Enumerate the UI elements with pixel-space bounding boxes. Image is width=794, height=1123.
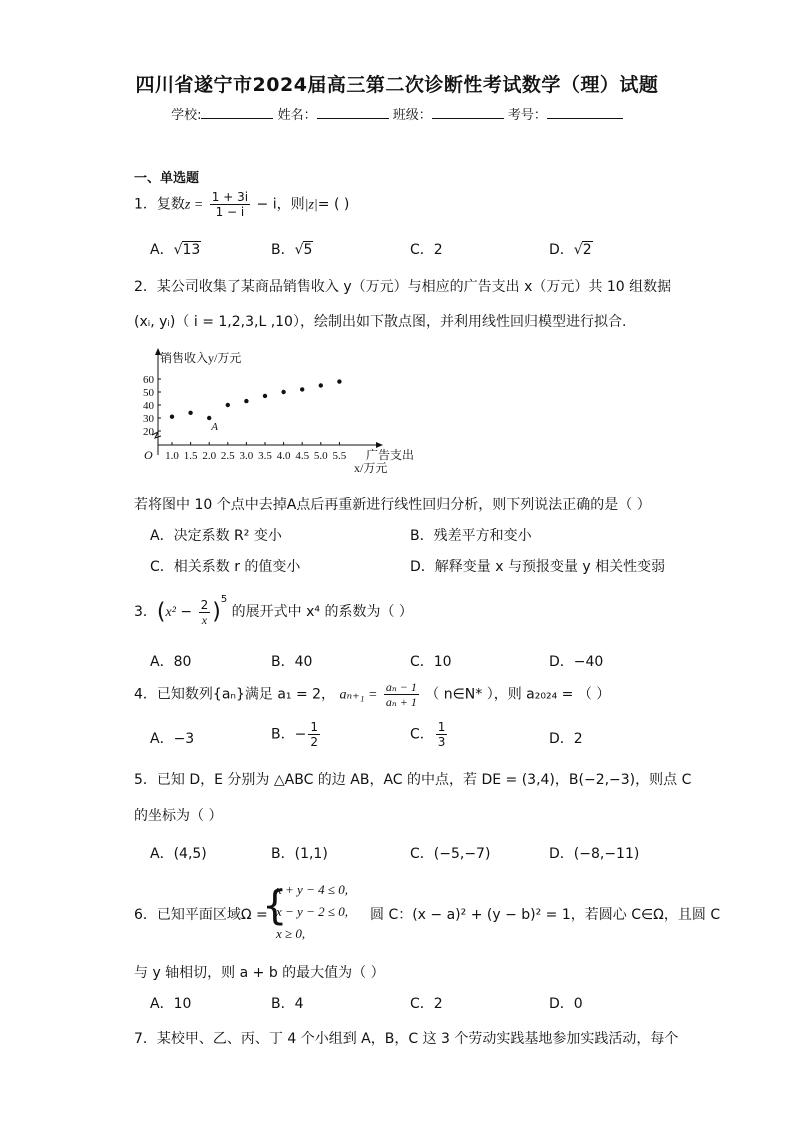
x-tick-label: 3.0 bbox=[239, 450, 254, 462]
origin-label: O bbox=[144, 448, 153, 462]
id-label: 考号： bbox=[507, 108, 547, 123]
q1-b-val: 5 bbox=[303, 242, 313, 258]
q6-brace: { bbox=[262, 883, 288, 929]
q6-option-c: C．2 bbox=[410, 996, 443, 1012]
q3-num: 2 bbox=[200, 597, 209, 612]
q4-text1: 4．已知数列{aₙ}满足 a₁ = 2， bbox=[134, 686, 336, 703]
q4-lhs: aₙ₊₁ = bbox=[339, 687, 378, 703]
q2-line1: 2．某公司收集了某商品销售收入 y（万元）与相应的广告支出 x（万元）共 10 组数据 bbox=[134, 279, 672, 295]
data-point bbox=[226, 403, 230, 407]
q1-prefix: 1．复数 bbox=[134, 196, 185, 213]
q3-tail: 的展开式中 x⁴ 的系数为（ ） bbox=[231, 604, 413, 620]
q1-option-c: C．2 bbox=[410, 242, 443, 258]
q6-prefix: 6．已知平面区域Ω = bbox=[134, 907, 268, 923]
q5-option-b: B．(1,1) bbox=[271, 846, 328, 862]
q4-option-a: A．−3 bbox=[150, 731, 195, 747]
chart-labels bbox=[143, 350, 414, 475]
q3-fraction bbox=[199, 598, 211, 627]
q3-den: x bbox=[201, 612, 208, 627]
x-tick-label: 2.0 bbox=[202, 450, 217, 462]
q4-num: aₙ − 1 bbox=[385, 680, 417, 694]
q1-option-b: B．√5 bbox=[271, 242, 313, 258]
q2-option-a: A．决定系数 R² 变小 bbox=[150, 528, 282, 544]
section-title: 一、单选题 bbox=[134, 171, 200, 186]
id-blank bbox=[547, 106, 623, 119]
q4-c-frac bbox=[436, 720, 448, 749]
x-tick-label: 4.0 bbox=[276, 450, 291, 462]
question-3: 3．(x² − $\frac{2}{x}$ )$^5$ 的展开式中 x⁴ 的系数为（ ） bbox=[134, 594, 413, 627]
q7-line1: 7．某校甲、乙、丙、丁 4 个小组到 A，B，C 这 3 个劳动实践基地参加实践活动，每个 bbox=[134, 1031, 679, 1047]
x-tick-label: 4.5 bbox=[295, 450, 310, 462]
q1-b-label: B． bbox=[271, 242, 295, 258]
q4-c-den: 3 bbox=[437, 735, 446, 749]
x-tick-label: 1.0 bbox=[165, 450, 179, 462]
q1-a-val: 13 bbox=[182, 242, 201, 258]
y-tick-label: 30 bbox=[143, 413, 154, 425]
q1-absz: |z| bbox=[304, 197, 318, 213]
q1-option-d: D．√2 bbox=[549, 242, 592, 258]
name-blank bbox=[317, 106, 389, 119]
q5-option-d: D．(−8,−11) bbox=[549, 846, 640, 862]
data-point bbox=[319, 383, 323, 387]
student-info-line bbox=[0, 104, 794, 123]
q1-end: = ( ) bbox=[317, 196, 350, 213]
y-axis-label: 销售收入y/万元 bbox=[160, 351, 242, 365]
data-point bbox=[207, 416, 211, 420]
q3-option-a: A．80 bbox=[150, 654, 192, 670]
q6-cond3: x ≥ 0, bbox=[276, 926, 306, 941]
q6-cond1: x + y − 4 ≤ 0, bbox=[276, 882, 348, 897]
q6-option-b: B．4 bbox=[271, 996, 304, 1012]
data-point bbox=[281, 390, 285, 394]
q4-fraction bbox=[384, 680, 419, 709]
question-4 bbox=[134, 680, 610, 709]
q3-lparen: ( bbox=[156, 599, 166, 625]
q3-option-b: B．40 bbox=[271, 654, 313, 670]
school-label: 学校: bbox=[171, 108, 202, 123]
q1-z: z = bbox=[184, 197, 204, 213]
x-axis-label-top: 广告支出 bbox=[366, 448, 415, 462]
q2-line2: (xᵢ, yᵢ)（ i = 1,2,3,L ,10），绘制出如下散点图，并利用线性回归模型进行拟合. bbox=[134, 314, 627, 330]
q4-b-frac bbox=[308, 720, 320, 749]
q6-option-d: D．0 bbox=[549, 996, 583, 1012]
q4-c-num: 1 bbox=[437, 720, 446, 734]
q5-option-a: A．(4,5) bbox=[150, 846, 207, 862]
page-title: 四川省遂宁市2024届高三第二次诊断性考试数学（理）试题 bbox=[135, 74, 659, 96]
q3-option-d: D．−40 bbox=[549, 654, 604, 670]
q4-b-num: 1 bbox=[310, 720, 318, 734]
x-tick-label: 3.5 bbox=[258, 450, 272, 462]
data-point bbox=[244, 399, 248, 403]
q4-option-d: D．2 bbox=[549, 731, 583, 747]
data-point bbox=[337, 379, 341, 383]
x-axis-label-bottom: x/万元 bbox=[354, 461, 388, 475]
q3-x2: x² bbox=[165, 605, 176, 620]
class-label: 班级： bbox=[392, 108, 432, 123]
data-point bbox=[263, 394, 267, 398]
q1-a-label: A． bbox=[150, 242, 174, 258]
q3-option-c: C．10 bbox=[410, 654, 452, 670]
q2-option-d: D．解释变量 x 与预报变量 y 相关性变弱 bbox=[410, 559, 666, 575]
x-tick-label: 2.5 bbox=[220, 450, 235, 462]
x-tick-label: 5.0 bbox=[313, 450, 328, 462]
q1-fraction bbox=[210, 190, 250, 219]
q4-option-b bbox=[271, 720, 322, 749]
q4-text2: （ n∈N* ），则 a₂₀₂₄ = （ ） bbox=[425, 686, 611, 703]
q4-b-den: 2 bbox=[310, 735, 318, 749]
x-tick-label: 5.5 bbox=[332, 450, 347, 462]
q2-option-b: B．残差平方和变小 bbox=[410, 528, 532, 544]
y-tick-label: 60 bbox=[143, 374, 154, 386]
q6-circle: 圆 C：(x − a)² + (y − b)² = 1，若圆心 C∈Ω，且圆 C bbox=[370, 907, 721, 923]
y-tick-label: 40 bbox=[143, 400, 154, 412]
class-blank bbox=[432, 106, 504, 119]
name-label: 姓名： bbox=[277, 108, 317, 123]
chart-points bbox=[170, 379, 342, 420]
q1-den: 1 − i bbox=[215, 205, 245, 219]
scatter-chart bbox=[128, 345, 418, 477]
q3-prefix: 3． bbox=[134, 604, 157, 620]
question-1 bbox=[134, 190, 349, 219]
q2-option-c: C．相关系数 r 的值变小 bbox=[150, 559, 301, 575]
q4-den: aₙ + 1 bbox=[385, 695, 417, 709]
q3-exp: 5 bbox=[220, 594, 228, 605]
q4-b-label: B．− bbox=[271, 726, 307, 743]
q1-d-label: D． bbox=[549, 242, 574, 258]
q3-rparen: ) bbox=[212, 599, 221, 625]
q5-option-c: C．(−5,−7) bbox=[410, 846, 491, 862]
q5-line1: 5．已知 D，E 分别为 △ABC 的边 AB，AC 的中点，若 DE = (3,4)，B(−2,−3)，则点 C bbox=[134, 772, 692, 788]
data-point bbox=[300, 387, 304, 391]
data-point bbox=[188, 411, 192, 415]
point-a-label: A bbox=[211, 421, 218, 433]
q4-c-label: C． bbox=[410, 726, 434, 743]
q1-num: 1 + 3i bbox=[211, 190, 249, 204]
data-point bbox=[170, 415, 174, 419]
q1-option-a: A．√13 bbox=[150, 242, 201, 258]
q5-line2: 的坐标为（ ） bbox=[134, 808, 223, 824]
x-tick-label: 1.5 bbox=[183, 450, 198, 462]
q6-cond2: x − y − 2 ≤ 0, bbox=[276, 904, 348, 919]
q4-option-c bbox=[410, 720, 449, 749]
q6-line2: 与 y 轴相切，则 a + b 的最大值为（ ） bbox=[134, 965, 385, 981]
y-tick-label: 20 bbox=[143, 426, 154, 438]
school-blank bbox=[201, 106, 273, 119]
q6-option-a: A．10 bbox=[150, 996, 192, 1012]
q2-stem: 若将图中 10 个点中去掉A点后再重新进行线性回归分析，则下列说法正确的是（ ） bbox=[134, 497, 651, 513]
y-tick-label: 50 bbox=[143, 387, 154, 399]
q1-d-val: 2 bbox=[582, 242, 592, 258]
q1-tail: − i，则 bbox=[256, 196, 305, 213]
